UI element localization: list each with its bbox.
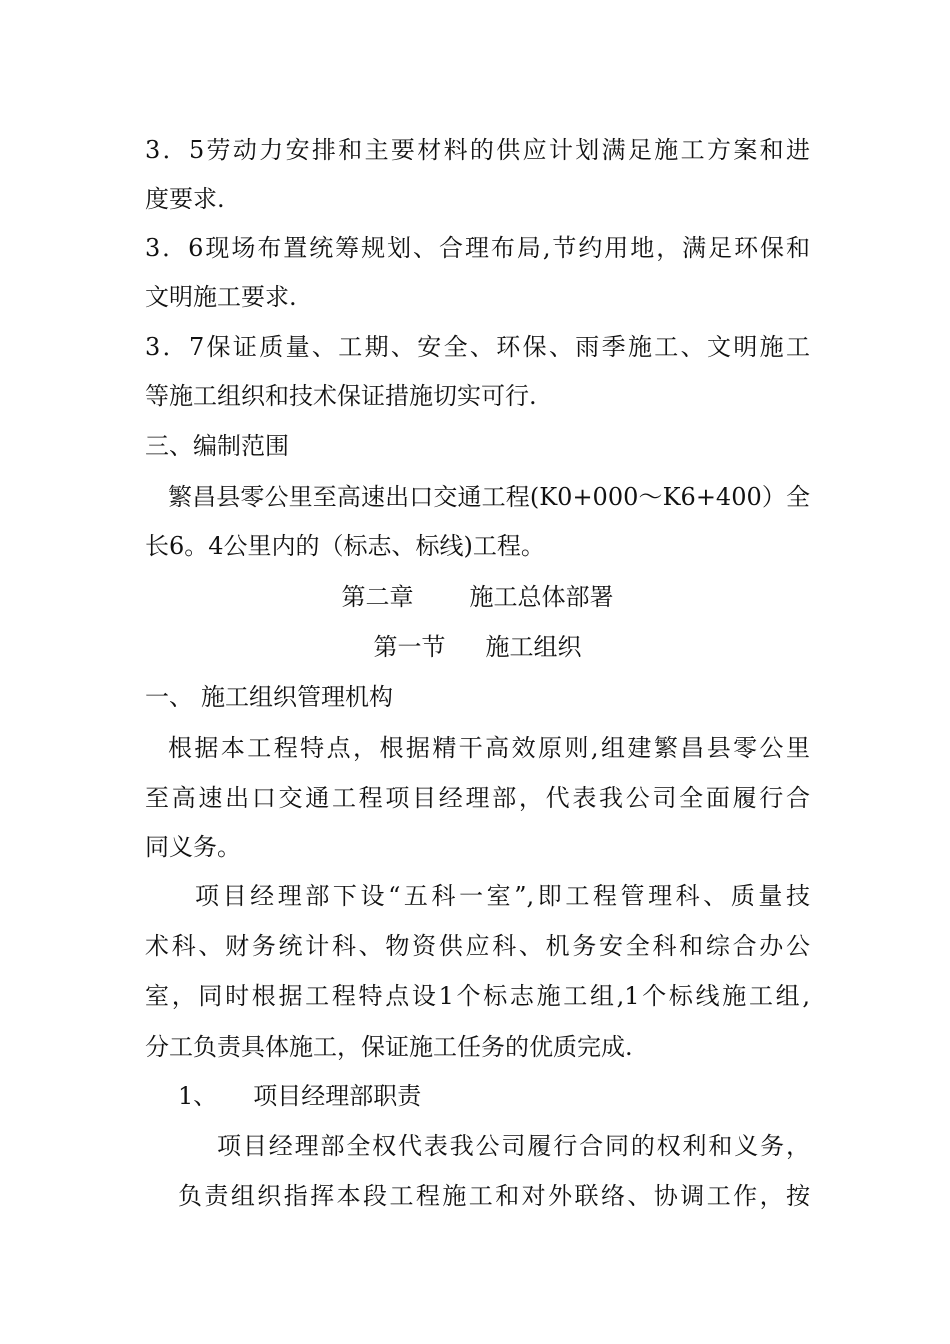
- chapter-heading: [145, 581, 810, 613]
- paragraph-line: 繁昌县零公里至高速出口交通工程(K0+000～K6+400）全: [168, 483, 810, 511]
- paragraph-line: 长6。4公里内的（标志、标线)工程。: [145, 532, 545, 560]
- chapter-title: 施工总体部署: [469, 583, 614, 611]
- item-title: 施工组织管理机构: [201, 683, 393, 711]
- item-heading: [145, 681, 810, 713]
- paragraph-line: 根据本工程特点，根据精干高效原则,组建繁昌县零公里: [168, 734, 810, 762]
- section-title: 施工组织: [485, 633, 582, 661]
- paragraph-line: 分工负责具体施工，保证施工任务的优质完成.: [145, 1033, 633, 1061]
- paragraph-line: 等施工组织和技术保证措施切实可行.: [145, 382, 537, 410]
- paragraph-line: 室，同时根据工程特点设1个标志施工组,1个标线施工组,: [145, 982, 810, 1010]
- paragraph-line: 度要求.: [145, 185, 225, 213]
- paragraph-line: 3．7保证质量、工期、安全、环保、雨季施工、文明施工: [145, 333, 810, 361]
- paragraph-line: 项目经理部下设“五科一室”,即工程管理科、质量技: [195, 882, 810, 910]
- paragraph-line: 至高速出口交通工程项目经理部，代表我公司全面履行合: [145, 784, 810, 812]
- sub-item-title: 项目经理部职责: [253, 1082, 422, 1110]
- item-number: 一、: [145, 683, 193, 711]
- section-heading: [145, 631, 810, 663]
- section-heading-scope: 三、编制范围: [145, 432, 289, 460]
- paragraph-line: 术科、财务统计科、物资供应科、机务安全科和综合办公: [145, 932, 810, 960]
- paragraph-line: 项目经理部全权代表我公司履行合同的权利和义务，: [217, 1132, 810, 1160]
- paragraph-line: 同义务。: [145, 833, 241, 861]
- chapter-number: 第二章: [341, 583, 414, 611]
- paragraph-line: 3．6现场布置统筹规划、合理布局,节约用地，满足环保和: [145, 234, 810, 262]
- section-number: 第一节: [373, 633, 446, 661]
- paragraph-line: 文明施工要求.: [145, 283, 297, 311]
- sub-item-number: 1、: [178, 1082, 218, 1110]
- paragraph-line: 负责组织指挥本段工程施工和对外联络、协调工作，按: [178, 1182, 810, 1210]
- paragraph-line: 3．5劳动力安排和主要材料的供应计划满足施工方案和进: [145, 136, 810, 164]
- sub-item-heading: [178, 1080, 810, 1112]
